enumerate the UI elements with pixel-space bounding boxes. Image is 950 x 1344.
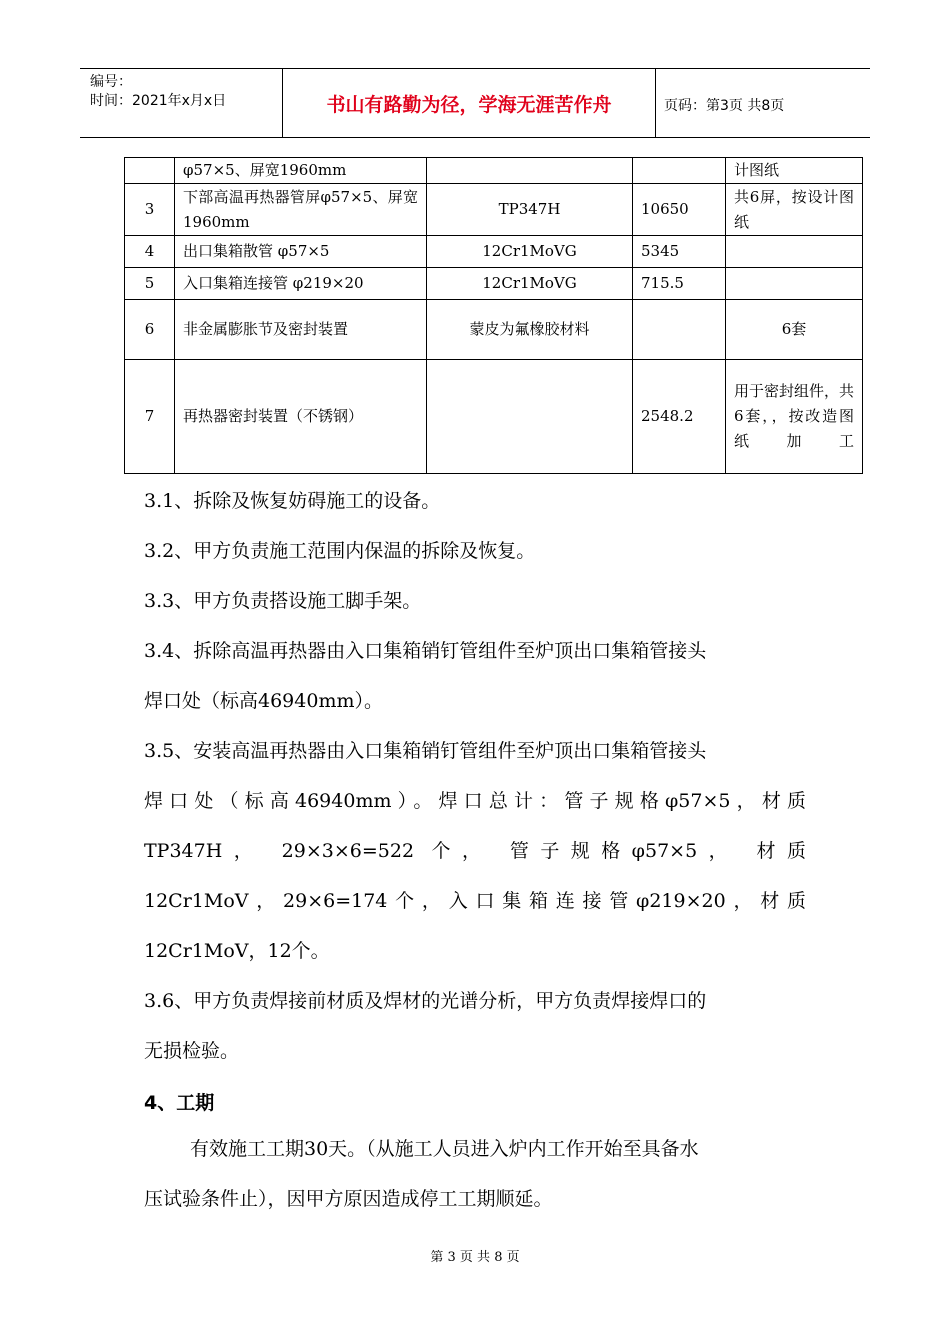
paragraph-3-3: 3.3、甲方负责搭设施工脚手架。	[144, 590, 422, 612]
paragraph-3-2: 3.2、甲方负责施工范围内保温的拆除及恢复。	[144, 540, 536, 562]
table-row	[125, 184, 863, 236]
cell-no: 5	[125, 268, 175, 300]
cell-material: 蒙皮为氟橡胶材料	[427, 300, 633, 360]
paragraph-3-6-line2: 无损检验。	[144, 1040, 240, 1062]
cell-no	[125, 158, 175, 184]
cell-weight: 715.5	[633, 268, 726, 300]
page-header	[80, 68, 870, 138]
cell-weight: 2548.2	[633, 360, 726, 474]
cell-name: 非金属膨胀节及密封装置	[175, 300, 427, 360]
paragraph-3-4-line2: 焊口处（标高46940mm）。	[144, 690, 383, 712]
cell-no: 6	[125, 300, 175, 360]
table-row	[125, 158, 863, 184]
table-row	[125, 236, 863, 268]
cell-name: 出口集箱散管 φ57×5	[175, 236, 427, 268]
table-row	[125, 300, 863, 360]
cell-no: 4	[125, 236, 175, 268]
cell-name: φ57×5、屏宽1960mm	[175, 158, 427, 184]
paragraph-4-line1: 有效施工工期30天。（从施工人员进入炉内工作开始至具备水	[190, 1138, 699, 1160]
paragraph-3-5-line1: 3.5、安装高温再热器由入口集箱销钉管组件至炉顶出口集箱管接头	[144, 740, 707, 762]
cell-note: 用于密封组件，共6套，，按改造图纸加工	[726, 360, 863, 474]
paragraph-4-line2: 压试验条件止），因甲方原因造成停工工期顺延。	[144, 1188, 553, 1210]
table-row	[125, 360, 863, 474]
paragraph-3-6-line1: 3.6、甲方负责焊接前材质及焊材的光谱分析，甲方负责焊接焊口的	[144, 990, 707, 1012]
cell-weight	[633, 158, 726, 184]
cell-no: 7	[125, 360, 175, 474]
time-label: 时间：2021年x月x日	[90, 93, 227, 109]
cell-weight	[633, 300, 726, 360]
cell-weight: 10650	[633, 184, 726, 236]
page-info: 页码：第3页 共8页	[664, 98, 785, 114]
section-4-heading: 4、工期	[144, 1092, 215, 1114]
paragraph-3-5-line5: 12Cr1MoV，12个。	[144, 940, 330, 962]
paragraph-3-5-line4: 12Cr1MoV，29×6=174个，入口集箱连接管φ219×20，材质	[144, 890, 806, 912]
cell-note: 共6屏，按设计图纸	[726, 184, 863, 236]
page-footer: 第 3 页 共 8 页	[430, 1250, 520, 1265]
header-info	[80, 69, 282, 137]
code-label: 编号：	[90, 74, 132, 90]
cell-material: TP347H	[427, 184, 633, 236]
materials-table	[124, 157, 863, 474]
paragraph-3-1: 3.1、拆除及恢复妨碍施工的设备。	[144, 490, 441, 512]
cell-no: 3	[125, 184, 175, 236]
paragraph-3-5-line3: TP347H， 29×3×6=522 个， 管子规格φ57×5， 材质	[144, 840, 806, 862]
cell-name: 再热器密封装置（不锈钢）	[175, 360, 427, 474]
cell-material	[427, 158, 633, 184]
header-motto: 书山有路勤为径，学海无涯苦作舟	[282, 69, 656, 137]
table-row	[125, 268, 863, 300]
cell-note: 6套	[726, 300, 863, 360]
cell-material: 12Cr1MoVG	[427, 268, 633, 300]
cell-note: 计图纸	[726, 158, 863, 184]
cell-note	[726, 268, 863, 300]
cell-name: 下部高温再热器管屏φ57×5、屏宽1960mm	[175, 184, 427, 236]
cell-weight: 5345	[633, 236, 726, 268]
header-page-info	[664, 69, 870, 137]
cell-material: 12Cr1MoVG	[427, 236, 633, 268]
paragraph-3-4-line1: 3.4、拆除高温再热器由入口集箱销钉管组件至炉顶出口集箱管接头	[144, 640, 707, 662]
paragraph-3-5-line2: 焊口处（标高46940mm）。焊口总计：管子规格φ57×5，材质	[144, 790, 806, 812]
cell-name: 入口集箱连接管 φ219×20	[175, 268, 427, 300]
cell-note	[726, 236, 863, 268]
cell-material	[427, 360, 633, 474]
